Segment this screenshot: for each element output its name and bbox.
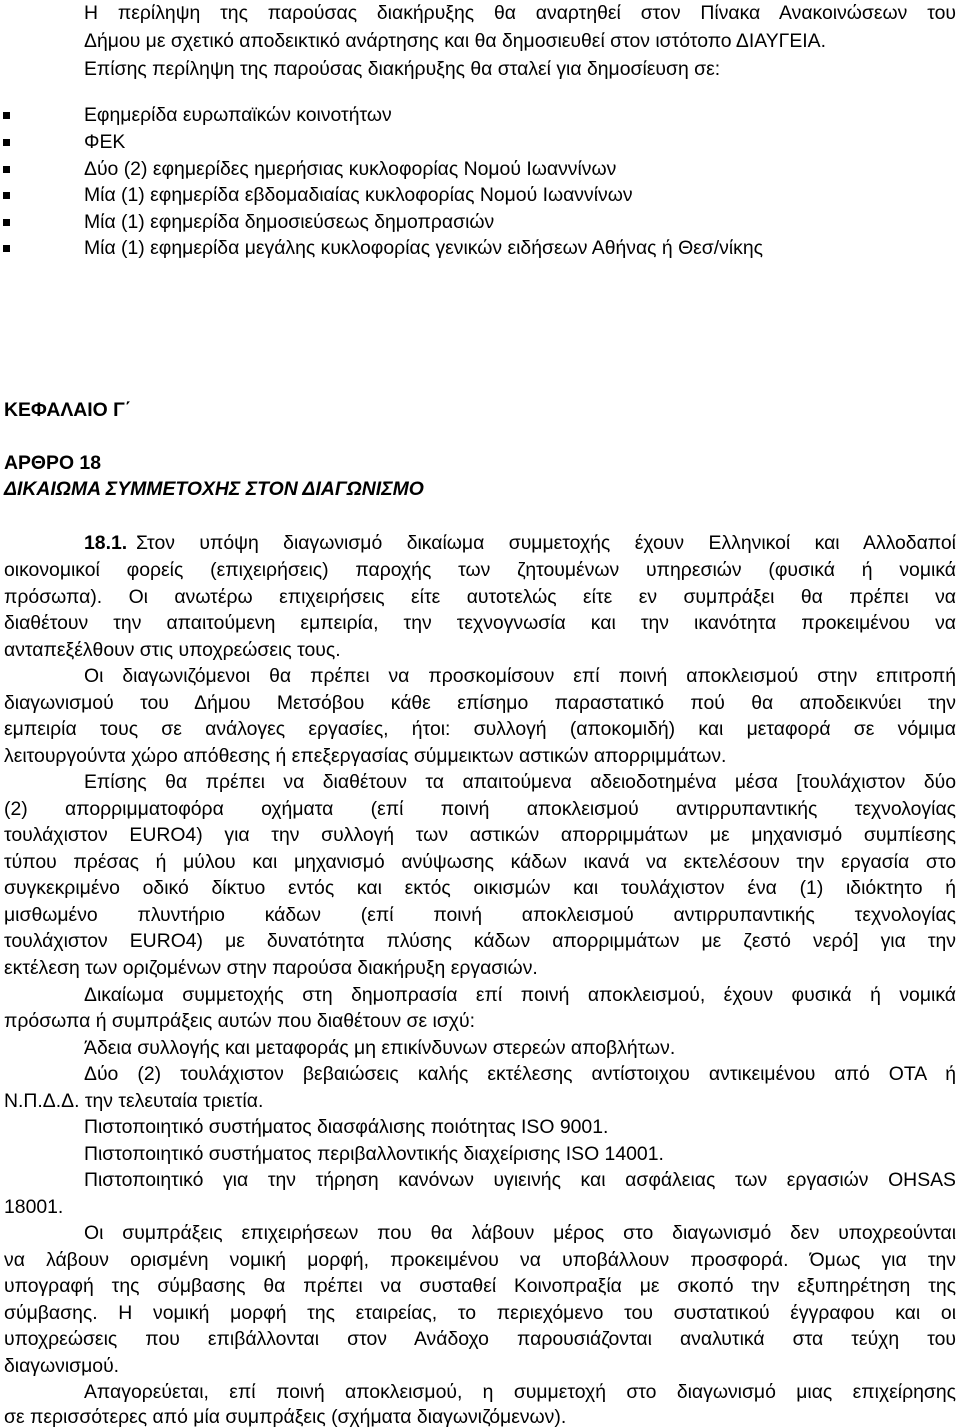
- bullet-item: ΦΕΚ: [84, 131, 126, 153]
- body-line: Απαγορεύεται, επί ποινή αποκλεισμού, η συμμετοχή στο διαγωνισμό μιας επιχείρησης: [84, 1381, 956, 1403]
- article-heading: ΑΡΘΡΟ 18: [4, 452, 101, 474]
- section-number: 18.1.: [84, 532, 128, 554]
- bullet-item: Μία (1) εφημερίδα εβδομαδιαίας κυκλοφορίας Νομού Ιωαννίνων: [84, 184, 633, 206]
- body-line: λειτουργούντα χώρο απόθεσης ή επεξεργασίας σύμμεικτων αστικών απορριμμάτων.: [4, 745, 727, 767]
- bullet-marker: [3, 139, 10, 146]
- intro-line-2: Δήμου με σχετικό αποδεικτικό ανάρτησης και θα δημοσιευθεί στον ιστότοπο ΔΙΑΥΓΕΙΑ.: [84, 30, 826, 52]
- bullet-marker: [3, 166, 10, 173]
- article-title: ΔΙΚΑΙΩΜΑ ΣΥΜΜΕΤΟΧΗΣ ΣΤΟΝ ΔΙΑΓΩΝΙΣΜΟ: [4, 478, 424, 500]
- body-line: να λάβουν ορισμένη νομική μορφή, προκειμένου να υποβάλλουν προσφορά. Όμως για την: [4, 1249, 956, 1271]
- intro-line-3: Επίσης περίληψη της παρούσας διακήρυξης θα σταλεί για δημοσίευση σε:: [84, 58, 721, 80]
- body-line: σύμβασης. Η νομική μορφή της εταιρείας, το περιεχόμενο του συστατικού έγγραφου και οι: [4, 1302, 956, 1324]
- body-line: Οι συμπράξεις επιχειρήσεων που θα λάβουν μέρος στο διαγωνισμό δεν υποχρεούνται: [84, 1222, 956, 1244]
- body-line: τουλάχιστον EURO4) για την συλλογή των αστικών απορριμμάτων με μηχανισμό συμπίεσης: [4, 824, 956, 846]
- requirement-item-cont: Ν.Π.Δ.Δ. την τελευταία τριετία.: [4, 1090, 264, 1112]
- requirement-item-cont: 18001.: [4, 1196, 64, 1218]
- requirement-item: Άδεια συλλογής και μεταφοράς μη επικίνδυνων στερεών αποβλήτων.: [84, 1037, 676, 1059]
- body-line: Δικαίωμα συμμετοχής στη δημοπρασία επί ποινή αποκλεισμού, έχουν φυσικά ή νομικά: [84, 984, 956, 1006]
- body-line: πρόσωπα ή συμπράξεις αυτών που διαθέτουν σε ισχύ:: [4, 1010, 475, 1032]
- body-line: Επίσης θα πρέπει να διαθέτουν τα απαιτούμενα αδειοδοτημένα μέσα [τουλάχιστον δύο: [84, 771, 956, 793]
- body-line: Στον υπόψη διαγωνισμό δικαίωμα συμμετοχής έχουν Ελληνικοί και Αλλοδαποί: [136, 532, 956, 554]
- chapter-heading: ΚΕΦΑΛΑΙΟ Γ΄: [4, 399, 132, 421]
- body-line: τουλάχιστον EURO4) με δυνατότητα πλύσης κάδων απορριμμάτων με ζεστό νερό] για την: [4, 930, 956, 952]
- bullet-marker: [3, 219, 10, 226]
- body-line: εκτέλεση των οριζομένων στην παρούσα διακήρυξη εργασιών.: [4, 957, 538, 979]
- body-line: (2) απορριμματοφόρα οχήματα (επί ποινή αποκλεισμού αντιρρυπαντικής τεχνολογίας: [4, 798, 956, 820]
- bullet-item: Εφημερίδα ευρωπαϊκών κοινοτήτων: [84, 104, 392, 126]
- requirement-item: Δύο (2) τουλάχιστον βεβαιώσεις καλής εκτέλεσης αντίστοιχου αντικειμένου από ΟΤΑ ή: [84, 1063, 956, 1085]
- intro-line-1: Η περίληψη της παρούσας διακήρυξης θα αναρτηθεί στον Πίνακα Ανακοινώσεων του: [84, 2, 956, 24]
- body-line: ανταπεξέλθουν στις υποχρεώσεις τους.: [4, 639, 341, 661]
- body-line: τύπου πρέσας ή μύλου και μηχανισμό ανύψωσης κάδων ικανά να εκτελέσουν την εργασία στο: [4, 851, 956, 873]
- body-line: εμπειρία τους σε ανάλογες εργασίες, ήτοι: συλλογή (αποκομιδή) και μεταφορά σε νόμιμα: [4, 718, 956, 740]
- bullet-marker: [3, 112, 10, 119]
- body-line: Οι διαγωνιζόμενοι θα πρέπει να προσκομίσουν επί ποινή αποκλεισμού στην επιτροπή: [84, 665, 956, 687]
- body-line: διαγωνισμού.: [4, 1355, 120, 1377]
- body-line: υπογραφή της σύμβασης θα πρέπει να συσταθεί Κοινοπραξία με σκοπό την εξυπηρέτηση της: [4, 1275, 956, 1297]
- bullet-item: Μία (1) εφημερίδα δημοσιεύσεως δημοπρασιών: [84, 211, 495, 233]
- bullet-item: Δύο (2) εφημερίδες ημερήσιας κυκλοφορίας Νομού Ιωαννίνων: [84, 158, 617, 180]
- bullet-item: Μία (1) εφημερίδα μεγάλης κυκλοφορίας γενικών ειδήσεων Αθήνας ή Θεσ/νίκης: [84, 237, 763, 259]
- body-line: σε περισσότερες από μία συμπράξεις (σχήματα διαγωνιζόμενων).: [4, 1406, 567, 1428]
- requirement-item: Πιστοποιητικό συστήματος διασφάλισης ποιότητας ISO 9001.: [84, 1116, 609, 1138]
- requirement-item: Πιστοποιητικό συστήματος περιβαλλοντικής διαχείρισης ISO 14001.: [84, 1143, 664, 1165]
- body-line: πρόσωπα). Οι ανωτέρω επιχειρήσεις είτε αυτοτελώς είτε εν συμπράξει θα πρέπει να: [4, 586, 956, 608]
- body-line: διαθέτουν την απαιτούμενη εμπειρία, την τεχνογνωσία και την ικανότητα προκειμένου να: [4, 612, 956, 634]
- body-line: διαγωνισμού του Δήμου Μετσόβου κάθε επίσημο παραστατικό πού θα αποδεικνύει την: [4, 692, 956, 714]
- bullet-marker: [3, 245, 10, 252]
- requirement-item: Πιστοποιητικό για την τήρηση κανόνων υγιεινής και ασφάλειας των εργασιών OHSAS: [84, 1169, 956, 1191]
- body-line: μισθωμένο πλυντήριο κάδων (επί ποινή αποκλεισμού αντιρρυπαντικής τεχνολογίας: [4, 904, 956, 926]
- body-line: συγκεκριμένο οδικό δίκτυο εντός και εκτός οικισμών και τουλάχιστον ένα (1) ιδιόκτητο ή: [4, 877, 956, 899]
- body-line: οικονομικοί φορείς (επιχειρήσεις) παροχής των ζητουμένων υπηρεσιών (φυσικά ή νομικά: [4, 559, 956, 581]
- bullet-marker: [3, 192, 10, 199]
- body-line: υποχρεώσεις που επιβάλλονται στον Ανάδοχο παρουσιάζονται αναλυτικά στα τεύχη του: [4, 1328, 956, 1350]
